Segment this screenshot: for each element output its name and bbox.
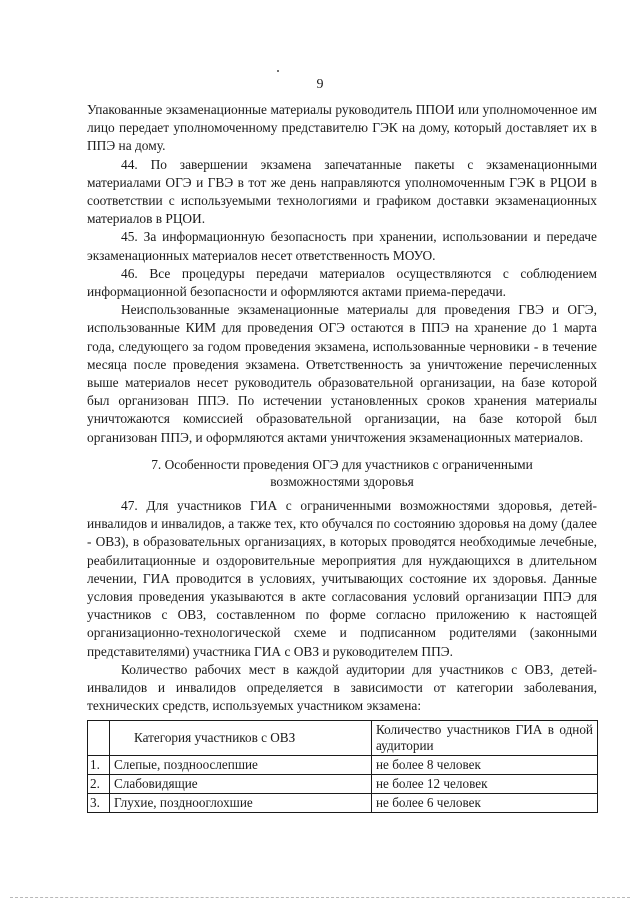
section-title-line-2: возможностями здоровья <box>270 473 414 489</box>
paragraph-workplaces: Количество рабочих мест в каждой аудитории для участников с ОВЗ, детей-инвалидов и инвалидов определяется в зависимости от категории заболевания, технических средств, используемых участником экзамена: <box>87 661 597 714</box>
header-num <box>88 721 110 756</box>
page-number: 9 <box>316 77 324 92</box>
paragraph-44: 44. По завершении экзамена запечатанные пакеты с экзаменационными материалами ОГЭ и ГВЭ в тот же день направляются уполномоченным ГЭК в РЦОИ в соответствии с используемыми технологиями и графиком доставки экзаменационных материалов в РЦОИ. <box>87 156 597 227</box>
top-text-block <box>87 101 597 447</box>
paragraph-47: 47. Для участников ГИА с ограниченными возможностями здоровья, детей-инвалидов и инвалидов, а также тех, кто обучался по состоянию здоровья на дому (далее - ОВЗ), в образовательных организациях, в которых проводятся необходимые лечебные, реабилитационные и оздоровительные мероприятия для нуждающихся в длительном лечении, ГИА проводится в условиях, учитывающих состояние их здоровья. Данные условия проведения указываются в акте согласования условий организации ППЭ для участников с ОВЗ, составленном по форме согласно приложению к настоящей организационно-технологической схеме и подписанном родителями (законными представителями) участника ГИА с ОВЗ и руководителем ППЭ. <box>87 498 597 659</box>
bottom-text-block <box>87 497 597 715</box>
paragraph-unused-materials: Неиспользованные экзаменационные материалы для проведения ГВЭ и ОГЭ, использованные КИМ для проведения ОГЭ остаются в ППЭ на хранение до 1 марта года, следующего за годом проведения экзамена, использованные черновики - в течение месяца после проведения экзамена. Ответственность за уничтожение перечисленных выше материалов несет руководитель образовательной организации, на базе которой был организован ППЭ. По истечении установленных сроков хранения материалы уничтожаются комиссией образовательной организации, на базе которой был организован ППЭ, и оформляются актами уничтожения экзаменационных материалов. <box>87 302 597 445</box>
row-category: Слепые, поздноослепшие <box>110 756 372 775</box>
ovz-table <box>87 720 598 813</box>
paragraph-continuation: Упакованные экзаменационные материалы руководитель ППОИ или уполномоченное им лицо передает уполномоченному представителю ГЭК на дому, который доставляет их в ППЭ на дому. <box>87 102 597 154</box>
table-header-row <box>88 721 598 756</box>
row-category: Глухие, позднооглохшие <box>110 794 372 813</box>
row-count: не более 12 человек <box>372 775 598 794</box>
header-count: Количество участников ГИА в одной аудитории <box>372 721 598 756</box>
section-title-line-1: 7. Особенности проведения ОГЭ для участников с ограниченными <box>151 457 533 472</box>
table-row <box>88 756 598 775</box>
paragraph-45: 45. За информационную безопасность при хранении, использовании и передаче экзаменационных материалов несет ответственность МОУО. <box>87 229 597 263</box>
paragraph-46: 46. Все процедуры передачи материалов осуществляются с соблюдением информационной безопасности и оформляются актами приема-передачи. <box>87 265 597 300</box>
table-row <box>88 794 598 813</box>
ovz-table-wrapper <box>87 720 597 813</box>
row-count: не более 6 человек <box>372 794 598 813</box>
row-num: 2. <box>88 775 110 794</box>
section-heading <box>87 457 597 490</box>
table-row <box>88 775 598 794</box>
row-num: 3. <box>88 794 110 813</box>
scan-edge-line <box>10 897 630 898</box>
scan-speck <box>277 70 279 72</box>
header-category: Категория участников с ОВЗ <box>110 721 372 756</box>
row-num: 1. <box>88 756 110 775</box>
row-category: Слабовидящие <box>110 775 372 794</box>
row-count: не более 8 человек <box>372 756 598 775</box>
